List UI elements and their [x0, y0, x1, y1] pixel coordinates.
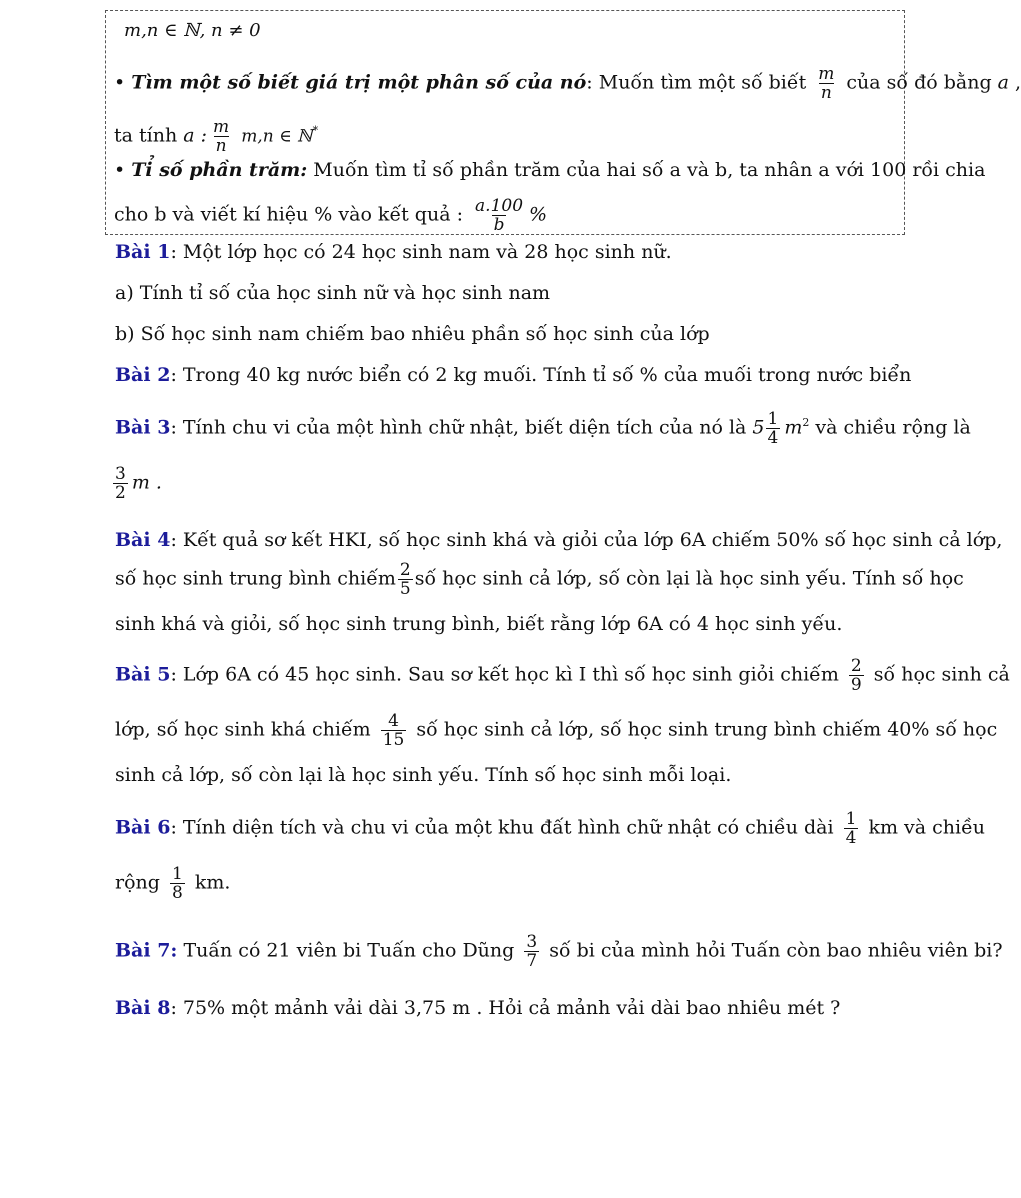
fraction-numerator: 1: [845, 809, 857, 829]
problem-1a: a) Tính tỉ số của học sinh nữ và học sinh nam: [115, 282, 551, 304]
problem-text: rộng: [115, 871, 166, 894]
box-rule-percent-formula: [114, 197, 547, 234]
fraction: [816, 65, 836, 102]
rule-text: cho b và viết kí hiệu % vào kết quả :: [114, 203, 470, 226]
problem-6-line2: [115, 865, 230, 902]
problem-4-line2: [115, 561, 964, 598]
fraction: [170, 865, 185, 902]
expression: a :: [183, 124, 208, 147]
fraction-denominator: 7: [526, 951, 538, 971]
fraction-numerator: a.100: [475, 196, 524, 216]
fraction-numerator: 4: [388, 711, 399, 731]
problem-5-line3: sinh cả lớp, số còn lại là học sinh yếu. Tính số học sinh mỗi loại.: [115, 764, 732, 786]
percent-sign: %: [529, 203, 548, 226]
rule-text: ta tính: [114, 124, 184, 147]
problem-2: [115, 363, 911, 387]
problem-3-width: [113, 465, 162, 502]
fraction-numerator: 2: [399, 560, 411, 580]
box-rule-percent: [114, 158, 985, 182]
problem-7: [115, 933, 1003, 970]
problem-label: Bài 8: [115, 997, 171, 1019]
problem-text: : Tính diện tích và chu vi của một khu đất hình chữ nhật có chiều dài: [170, 816, 840, 839]
problem-text: Tuấn có 21 viên bi Tuấn cho Dũng: [177, 939, 521, 962]
problem-text: số học sinh cả lớp, số còn lại là học sinh yếu. Tính số học: [414, 567, 964, 590]
problem-text: : Tính chu vi của một hình chữ nhật, biết diện tích của nó là: [170, 416, 753, 439]
fraction: [524, 933, 539, 970]
problem-label: Bài 7:: [115, 939, 178, 962]
problem-text: : Một lớp học có 24 học sinh nam và 28 học sinh nữ.: [170, 241, 672, 263]
problem-8: [115, 996, 840, 1020]
fraction: [381, 712, 407, 749]
problem-5: [115, 657, 1010, 694]
fraction-denominator: 4: [845, 828, 857, 848]
problem-text: : Lớp 6A có 45 học sinh. Sau sơ kết học kì I thì số học sinh giỏi chiếm: [170, 663, 845, 686]
rule-text: ,: [1008, 71, 1021, 94]
box-rule-formula-line: [114, 118, 318, 155]
superscript: 2: [802, 416, 810, 430]
problem-text: km.: [188, 871, 231, 894]
fraction-denominator: 2: [115, 483, 126, 503]
formula-box: [105, 10, 1021, 235]
unit: m: [784, 416, 803, 439]
fraction-denominator: 5: [399, 579, 411, 599]
fraction-denominator: n: [820, 83, 832, 103]
problem-label: Bài 5: [115, 663, 171, 686]
problem-label: Bài 2: [115, 364, 171, 386]
fraction-numerator: m: [213, 117, 230, 137]
superscript: *: [312, 124, 319, 138]
fraction-numerator: 1: [767, 409, 779, 429]
rule-title: Tỉ số phần trăm:: [131, 159, 308, 181]
condition: m,n ∈ ℕ: [241, 126, 313, 147]
problem-1b: b) Số học sinh nam chiếm bao nhiêu phần số học sinh của lớp: [115, 323, 710, 345]
box-rule-fraction-of-number: [114, 65, 1021, 102]
fraction-denominator: 8: [171, 883, 183, 903]
problem-text: : Kết quả sơ kết HKI, số học sinh khá và giỏi của lớp 6A chiếm 50% số học sinh cả lớp,: [170, 529, 1003, 551]
problem-label: Bài 4: [115, 529, 171, 551]
fraction-numerator: 1: [171, 864, 183, 884]
problem-text: số bi của mình hỏi Tuấn còn bao nhiêu viên bi?: [543, 939, 1003, 962]
fraction-denominator: 4: [767, 428, 779, 448]
problem-1: [115, 240, 672, 264]
fraction: [844, 810, 859, 847]
problem-4: [115, 528, 1002, 552]
fraction: [211, 118, 231, 155]
problem-label: Bài 1: [115, 241, 171, 263]
fraction: [766, 410, 781, 447]
bullet: •: [114, 71, 132, 94]
fraction-denominator: 15: [382, 730, 405, 750]
fraction: [398, 561, 413, 598]
problem-text: số học sinh trung bình chiếm: [115, 567, 396, 590]
problem-label: Bài 3: [115, 416, 171, 439]
problem-text: lớp, số học sinh khá chiếm: [115, 718, 377, 741]
fraction-numerator: 3: [526, 932, 538, 952]
fraction-numerator: 3: [115, 464, 126, 484]
problem-text: và chiều rộng là: [809, 416, 971, 439]
rule-title: Tìm một số biết giá trị một phân số của nó: [131, 71, 587, 94]
problem-5-line2: [115, 712, 997, 749]
fraction-denominator: n: [215, 136, 227, 156]
problem-text: : Trong 40 kg nước biển có 2 kg muối. Tính tỉ số % của muối trong nước biển: [170, 364, 912, 386]
fraction-denominator: 9: [850, 675, 862, 695]
mixed-number-whole: 5: [752, 416, 765, 439]
problem-4-line3: sinh khá và giỏi, số học sinh trung bình, biết rằng lớp 6A có 4 học sinh yếu.: [115, 613, 843, 635]
fraction-denominator: b: [493, 215, 505, 235]
fraction-numerator: 2: [850, 656, 862, 676]
problem-text: số học sinh cả lớp, số học sinh trung bình chiếm 40% số học: [410, 718, 998, 741]
rule-text: : Muốn tìm một số biết: [586, 71, 813, 94]
fraction-numerator: m: [818, 64, 835, 84]
problem-text: : 75% một mảnh vải dài 3,75 m . Hỏi cả mảnh vải dài bao nhiêu mét ?: [170, 997, 841, 1019]
bullet: •: [114, 159, 132, 181]
variable: a: [997, 71, 1009, 94]
problem-label: Bài 6: [115, 816, 171, 839]
fraction: [849, 657, 864, 694]
fraction: [113, 465, 128, 502]
fraction: [473, 197, 525, 234]
problem-3: [115, 410, 971, 447]
unit: m .: [131, 471, 162, 494]
problem-text: số học sinh cả: [867, 663, 1010, 686]
box-line-conditions: m,n ∈ ℕ, n ≠ 0: [124, 20, 261, 41]
rule-text: của số đó bằng: [840, 71, 998, 94]
problem-text: km và chiều: [862, 816, 986, 839]
rule-text: Muốn tìm tỉ số phần trăm của hai số a và b, ta nhân a với 100 rồi chia: [307, 159, 986, 181]
problem-6: [115, 810, 985, 847]
